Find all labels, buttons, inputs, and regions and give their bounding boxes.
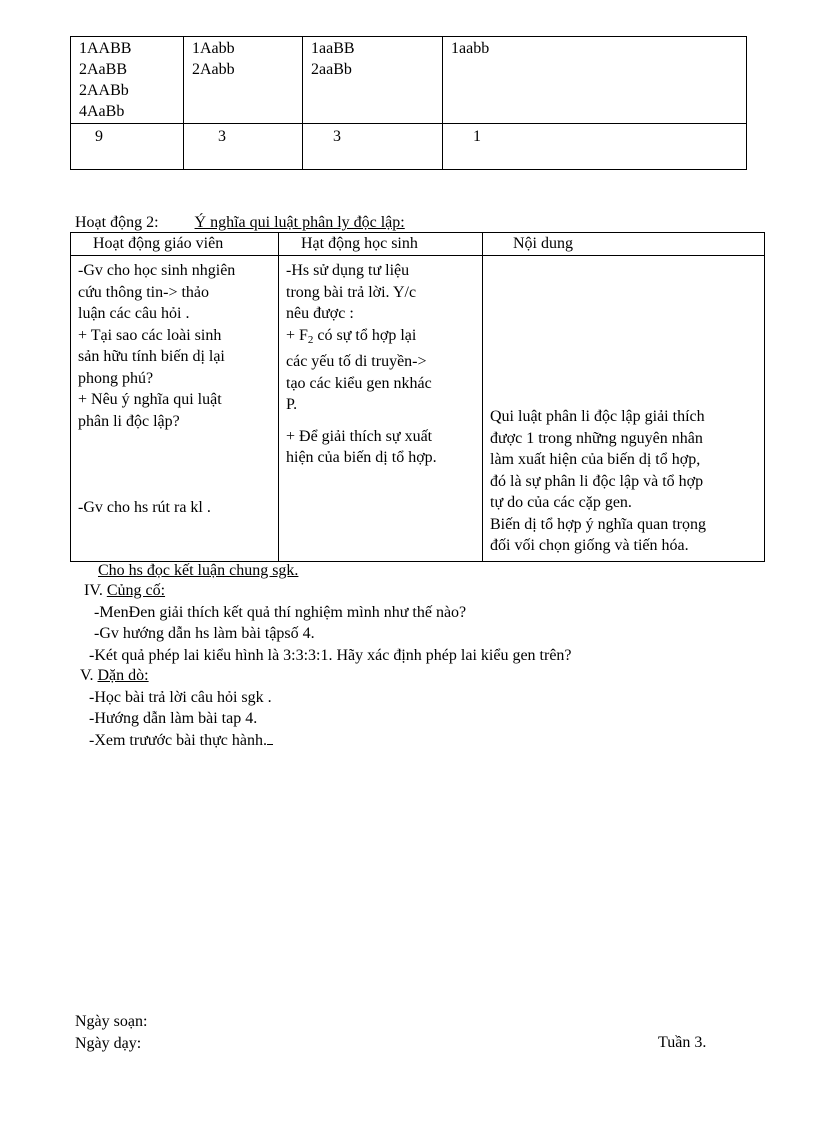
activity-header-row (71, 233, 765, 256)
activity-body-row (71, 256, 765, 562)
genotype: 1aabb (451, 40, 490, 57)
f2-subscript: 2 (307, 333, 314, 346)
genotype-cell-4 (443, 37, 747, 124)
teacher-line: luận các câu hỏi . (78, 305, 190, 322)
genotype: 4AaBb (79, 103, 125, 120)
homework-item: -Hướng dẫn làm bài tap 4. (89, 710, 258, 727)
footer-dates (75, 1011, 147, 1054)
activity-heading (75, 214, 405, 232)
genotype: 2Aabb (192, 61, 235, 78)
genotype-table (70, 36, 747, 170)
genotype: 1AABB (79, 40, 132, 57)
review-item: -Gv hướng dẫn hs làm bài tậpsố 4. (94, 625, 315, 642)
content-line: được 1 trong những nguyên nhân (490, 429, 703, 447)
homework-item (80, 730, 273, 752)
student-line: nêu được : (286, 305, 354, 322)
student-line: trong bài trả lời. Y/c (286, 283, 417, 301)
content-line: Biến dị tổ hợp ý nghĩa quan trọng (490, 515, 706, 533)
teacher-line: phong phú? (78, 369, 154, 387)
teacher-line (78, 432, 272, 454)
section-review (84, 580, 572, 666)
teacher-line (78, 475, 272, 497)
teacher-line: + Tại sao các loài sinh (78, 326, 222, 344)
week-label: Tuần 3. (658, 1034, 707, 1051)
student-line: các yếu tố di truyền-> (286, 353, 427, 370)
genotype-cell-1 (71, 37, 184, 124)
teacher-line: -Gv cho học sinh nhgiên (78, 262, 236, 279)
teacher-line (78, 454, 272, 476)
activity-table (70, 232, 765, 562)
footer-week (658, 1032, 706, 1054)
student-activity (279, 256, 483, 562)
section-title: Dặn dò: (97, 667, 149, 684)
f2-prefix: + F (286, 326, 308, 344)
conclusion (98, 560, 298, 582)
homework-item-text: -Xem trưước bài thực hành. (89, 731, 267, 749)
teacher-activity (71, 256, 279, 562)
genotype: 2AaBB (79, 61, 127, 78)
student-line: hiện của biến dị tổ hợp. (286, 449, 437, 466)
activity-title: Ý nghĩa qui luật phân ly độc lập: (194, 214, 405, 231)
section-number: IV. (84, 582, 103, 599)
genotype: 1Aabb (192, 40, 235, 57)
student-line: -Hs sử dụng tư liệu (286, 262, 410, 279)
date-prepared: Ngày soạn: (75, 1013, 148, 1030)
content-line: làm xuất hiện của biến dị tổ hợp, (490, 451, 701, 468)
teacher-line: cứu thông tin-> thảo (78, 283, 210, 301)
activity-label: Hoạt động 2: (75, 214, 159, 231)
content-line: tự do của các cặp gen. (490, 494, 632, 511)
genotype-row (71, 37, 747, 124)
f2-rest: có sự tổ hợp lại (313, 326, 417, 344)
conclusion-text: Cho hs đọc kết luận chung sgk. (98, 562, 299, 579)
ratio-cell: 3 (303, 124, 443, 170)
student-line (286, 416, 476, 426)
review-item: -Két quả phép lai kiểu hình là 3:3:3:1. Hãy xác định phép lai kiểu gen trên? (89, 646, 572, 664)
genotype-cell-3 (303, 37, 443, 124)
teacher-line: sản hữu tính biến dị lại (78, 348, 225, 365)
student-line (286, 325, 476, 352)
student-line: P. (286, 396, 298, 413)
teacher-line: + Nêu ý nghĩa qui luật (78, 391, 222, 408)
genotype: 2AABb (79, 82, 129, 99)
teacher-line: phân li độc lập? (78, 412, 180, 430)
teacher-line: -Gv cho hs rút ra kl . (78, 498, 211, 516)
homework-item: -Học bài trả lời câu hỏi sgk . (89, 688, 272, 706)
date-taught: Ngày dạy: (75, 1034, 142, 1052)
genotype-cell-2 (184, 37, 303, 124)
section-homework (80, 665, 273, 751)
student-line: + Để giải thích sự xuất (286, 427, 433, 445)
header-teacher: Hoạt động giáo viên (71, 233, 279, 256)
content-cell (483, 256, 765, 562)
genotype: 2aaBb (311, 61, 352, 78)
ratio-cell: 1 (443, 124, 747, 170)
content-line: đối vối chọn giống và tiến hóa. (490, 537, 689, 554)
section-title: Củng cố: (106, 582, 166, 599)
content-line: Qui luật phân li độc lập giải thích (490, 408, 705, 425)
ratio-row (71, 124, 747, 170)
content-line: đó là sự phân li độc lập và tổ hợp (490, 472, 704, 490)
genotype: 1aaBB (311, 40, 355, 57)
header-content: Nội dung (483, 233, 765, 256)
ratio-cell: 9 (71, 124, 184, 170)
ratio-cell: 3 (184, 124, 303, 170)
student-line: tạo các kiểu gen nkhác (286, 374, 432, 392)
header-student: Hạt động học sinh (279, 233, 483, 256)
review-item: -MenĐen giải thích kết quả thí nghiệm mình như thế nào? (94, 603, 467, 621)
section-number: V. (80, 667, 94, 684)
